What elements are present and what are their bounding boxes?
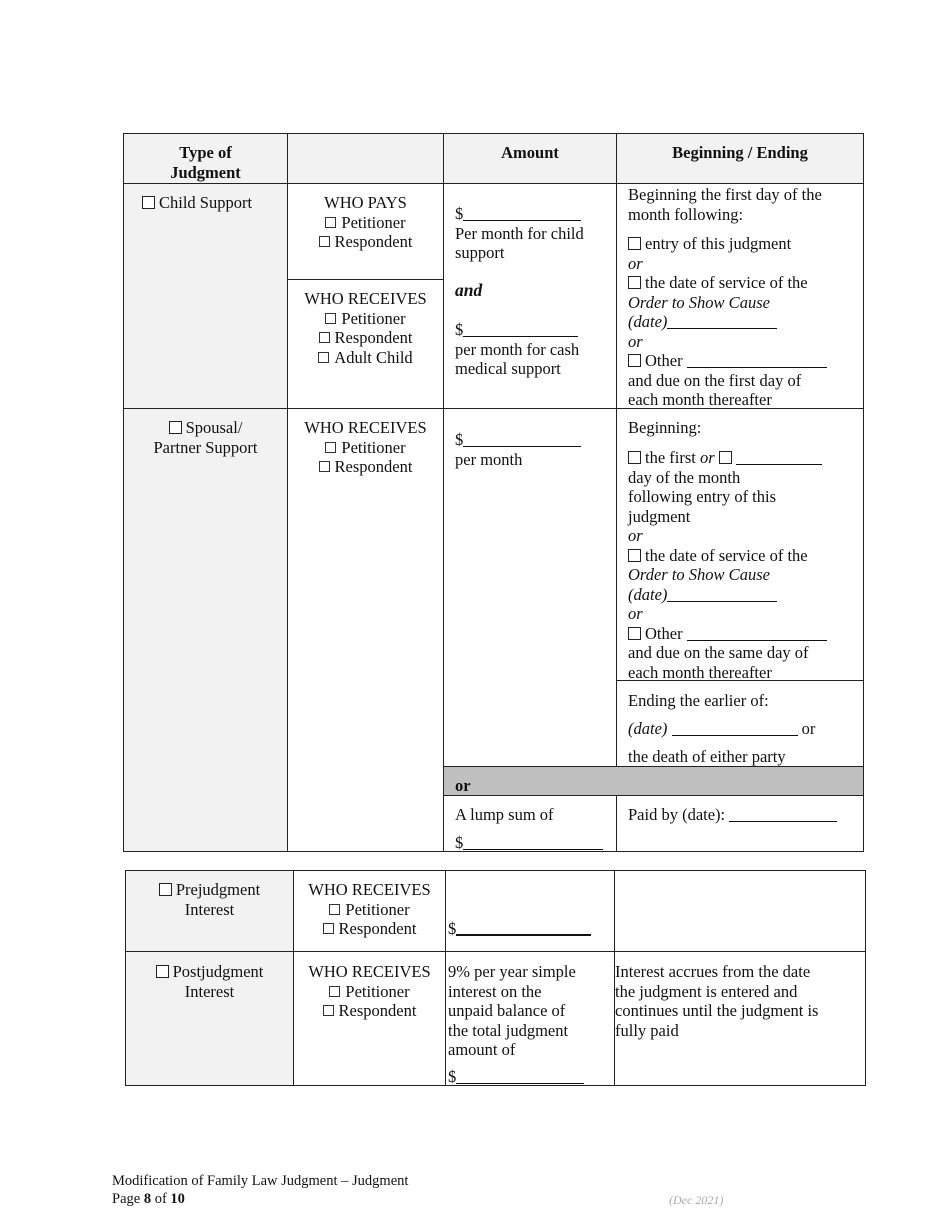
paid-by-field[interactable]: Paid by (date): bbox=[628, 805, 837, 825]
date-field[interactable]: (date) bbox=[628, 312, 827, 332]
spousal-receives-petitioner[interactable]: Petitioner bbox=[288, 438, 443, 458]
footer-revision: (Dec 2021) bbox=[669, 1193, 724, 1207]
lump-sum-label: A lump sum of bbox=[455, 805, 554, 824]
table1-row-line-who-receives bbox=[287, 279, 443, 280]
checkbox[interactable] bbox=[628, 451, 641, 464]
who-pays-petitioner[interactable]: Petitioner bbox=[288, 213, 443, 233]
table1-border-left bbox=[123, 133, 124, 852]
spousal-amount: $ per month bbox=[455, 430, 581, 469]
spousal-support-checkbox-label[interactable]: Spousal/ Partner Support bbox=[153, 418, 258, 457]
checkbox[interactable] bbox=[628, 354, 641, 367]
checkbox[interactable] bbox=[325, 313, 336, 324]
header-beginning-ending: Beginning / Ending bbox=[672, 143, 808, 162]
spousal-support-checkbox[interactable] bbox=[169, 421, 182, 434]
spousal-receives-respondent[interactable]: Respondent bbox=[288, 457, 443, 477]
spousal-amount-field[interactable]: $ bbox=[455, 430, 581, 450]
table1-row-line-or-bottom bbox=[443, 795, 864, 796]
checkbox[interactable] bbox=[323, 923, 334, 934]
prejudgment-respondent[interactable]: Respondent bbox=[294, 919, 445, 939]
ending-date-field[interactable]: (date) or bbox=[628, 719, 816, 738]
postjudgment-accrues-text: Interest accrues from the date the judgment is entered and continues until the judgment is fully paid bbox=[615, 962, 819, 1040]
spousal-beginning-options: the first or day of the month following entry of this judgment or the date of service of the Order to Show Cause (date) or Other and due on the same day of each month thereafter bbox=[628, 448, 827, 682]
child-support-amount: $ Per month for child support bbox=[455, 204, 584, 262]
checkbox[interactable] bbox=[329, 904, 340, 915]
spousal-beginning-label: Beginning: bbox=[628, 418, 702, 437]
checkbox[interactable] bbox=[719, 451, 732, 464]
postjudgment-amount-field[interactable]: $ bbox=[448, 1067, 584, 1087]
who-receives-block: WHO RECEIVES Petitioner Respondent Adult Child bbox=[288, 289, 443, 367]
postjudgment-checkbox[interactable] bbox=[156, 965, 169, 978]
table2-border-top bbox=[125, 870, 866, 871]
who-pays-block: WHO PAYS Petitioner Respondent bbox=[288, 193, 443, 252]
option-other[interactable]: Other bbox=[628, 351, 827, 371]
checkbox[interactable] bbox=[329, 986, 340, 997]
spousal-who-receives-block: WHO RECEIVES Petitioner Respondent bbox=[288, 418, 443, 477]
who-receives-respondent[interactable]: Respondent bbox=[288, 328, 443, 348]
postjudgment-petitioner[interactable]: Petitioner bbox=[294, 982, 445, 1002]
checkbox[interactable] bbox=[628, 237, 641, 250]
option-other[interactable]: Other bbox=[628, 624, 827, 644]
prejudgment-amount-field[interactable]: $ bbox=[448, 919, 591, 939]
option-date-service[interactable]: the date of service of the bbox=[628, 273, 827, 293]
who-receives-adult-child[interactable]: Adult Child bbox=[288, 348, 443, 368]
table1-border-right bbox=[863, 133, 864, 852]
prejudgment-checkbox-label[interactable]: Prejudgment Interest bbox=[126, 880, 293, 919]
type-column-bg bbox=[123, 183, 287, 852]
prejudgment-petitioner[interactable]: Petitioner bbox=[294, 900, 445, 920]
checkbox[interactable] bbox=[628, 276, 641, 289]
date-field[interactable]: (date) bbox=[628, 585, 827, 605]
postjudgment-who-receives: WHO RECEIVES Petitioner Respondent bbox=[294, 962, 445, 1021]
header-type-of-judgment: Type of Judgment bbox=[170, 143, 241, 182]
checkbox[interactable] bbox=[628, 627, 641, 640]
checkbox[interactable] bbox=[325, 442, 336, 453]
table1-border-top bbox=[123, 133, 864, 134]
child-support-checkbox[interactable] bbox=[142, 196, 155, 209]
checkbox[interactable] bbox=[319, 461, 330, 472]
who-receives-petitioner[interactable]: Petitioner bbox=[288, 309, 443, 329]
table1-col-line-3a bbox=[616, 133, 617, 766]
checkbox[interactable] bbox=[323, 1005, 334, 1016]
postjudgment-checkbox-label[interactable]: Postjudgment Interest bbox=[126, 962, 293, 1001]
child-beginning-block: Beginning the first day of the month following: bbox=[628, 185, 822, 224]
postjudgment-respondent[interactable]: Respondent bbox=[294, 1001, 445, 1021]
child-support-checkbox-label[interactable]: Child Support bbox=[142, 193, 252, 213]
checkbox[interactable] bbox=[628, 549, 641, 562]
checkbox[interactable] bbox=[319, 236, 330, 247]
or-bar-bg bbox=[443, 766, 864, 795]
table2-row-line bbox=[125, 951, 866, 952]
option-date-service[interactable]: the date of service of the bbox=[628, 546, 827, 566]
postjudgment-amount-text: 9% per year simple interest on the unpaid balance of the total judgment amount of bbox=[448, 962, 576, 1059]
and-label: and bbox=[455, 280, 483, 300]
ending-death: the death of either party bbox=[628, 747, 786, 766]
lump-sum-field[interactable]: $ bbox=[455, 833, 603, 853]
ending-label: Ending the earlier of: bbox=[628, 691, 769, 710]
option-entry[interactable]: entry of this judgment bbox=[628, 234, 827, 254]
child-beginning-options: entry of this judgment or the date of service of the Order to Show Cause (date) or Other and due on the first day of each month thereafter bbox=[628, 234, 827, 410]
cash-amount-field[interactable]: $ bbox=[455, 320, 579, 340]
footer-page-number: Page 8 of 10 bbox=[112, 1191, 185, 1207]
checkbox[interactable] bbox=[325, 217, 336, 228]
who-pays-respondent[interactable]: Respondent bbox=[288, 232, 443, 252]
checkbox[interactable] bbox=[319, 332, 330, 343]
prejudgment-who-receives: WHO RECEIVES Petitioner Respondent bbox=[294, 880, 445, 939]
prejudgment-checkbox[interactable] bbox=[159, 883, 172, 896]
option-the-first[interactable]: the first or bbox=[628, 448, 827, 468]
checkbox[interactable] bbox=[318, 352, 329, 363]
or-bar-label: or bbox=[455, 776, 471, 795]
table2-border-right bbox=[865, 870, 866, 1086]
table1-col-line-3b bbox=[616, 795, 617, 852]
table2-col-line-2 bbox=[445, 870, 446, 1086]
footer-title: Modification of Family Law Judgment – Judgment bbox=[112, 1173, 409, 1189]
child-amount-field[interactable]: $ bbox=[455, 204, 584, 224]
cash-medical-amount: $ per month for cash medical support bbox=[455, 320, 580, 378]
table1-col-line-2 bbox=[443, 133, 444, 852]
table1-row-line-header bbox=[123, 183, 864, 184]
header-amount: Amount bbox=[501, 143, 559, 162]
